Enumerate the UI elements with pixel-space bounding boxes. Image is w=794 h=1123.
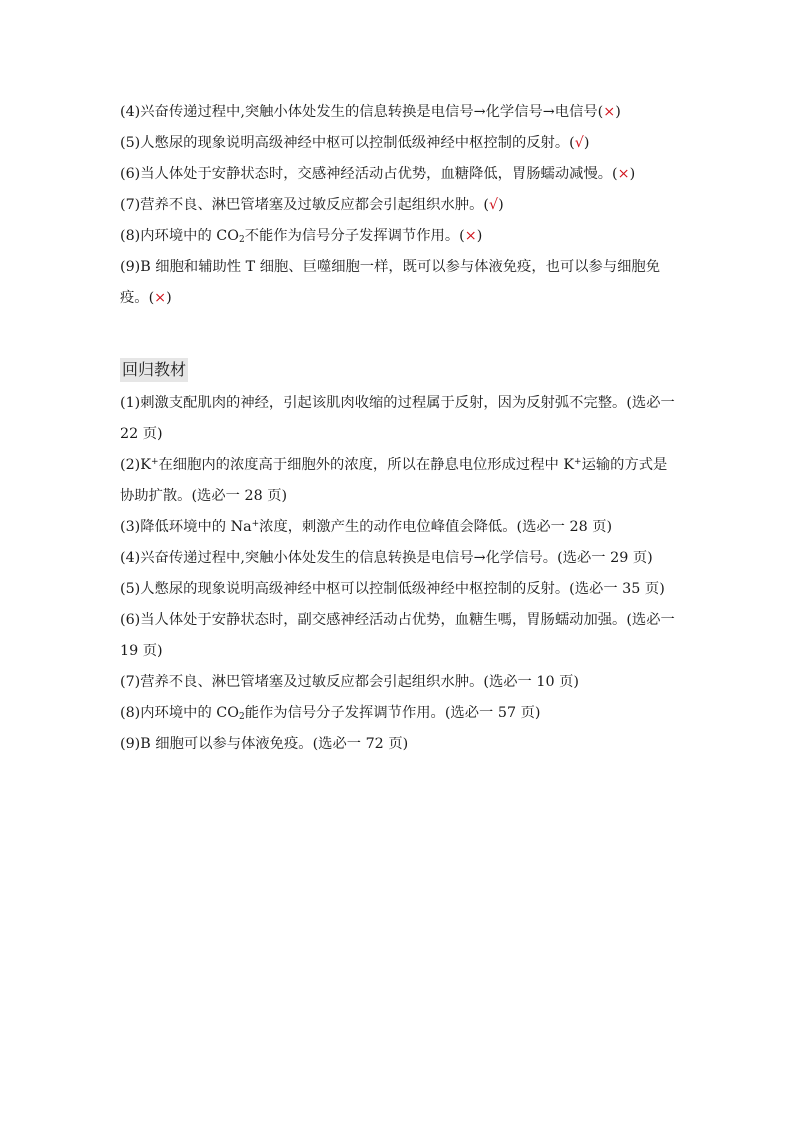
textbook-item-5: (5)人憋尿的现象说明高级神经中枢可以控制低级神经中枢控制的反射。(选必一 35 页): [120, 581, 665, 597]
textbook-item-1: (1)刺激支配肌肉的神经，引起该肌肉收缩的过程属于反射，因为反射弧不完整。(选必一 22 页): [120, 395, 675, 442]
judgment-item-7: (7)营养不良、淋巴管堵塞及过敏反应都会引起组织水肿。(√): [120, 197, 504, 213]
check-mark: √: [488, 197, 499, 213]
textbook-item-4: (4)兴奋传递过程中,突触小体处发生的信息转换是电信号→化学信号。(选必一 29 页): [120, 550, 653, 566]
judgment-item-5: (5)人憋尿的现象说明高级神经中枢可以控制低级神经中枢控制的反射。(√): [120, 135, 590, 151]
document-content: [120, 97, 680, 760]
textbook-item-3: (3)降低环境中的 Na+浓度，刺激产生的动作电位峰值会降低。(选必一 28 页): [120, 519, 613, 535]
judgment-item-6: (6)当人体处于安静状态时，交感神经活动占优势，血糖降低，胃肠蠕动减慢。(×): [120, 166, 636, 182]
check-mark: √: [574, 135, 584, 151]
textbook-item-2: (2)K+在细胞内的浓度高于细胞外的浓度，所以在静息电位形成过程中 K+运输的方式是协助扩散。(选必一 28 页): [120, 457, 668, 504]
textbook-item-8: (8)内环境中的 $CO_2$能作为信号分子发挥调节作用。(选必一 57 页): [120, 705, 541, 722]
textbook-item-7: (7)营养不良、淋巴管堵塞及过敏反应都会引起组织水肿。(选必一 10 页): [120, 674, 579, 690]
cross-mark: ×: [154, 290, 167, 306]
section-heading: 回归教材: [120, 358, 188, 382]
textbook-item-9: (9)B 细胞可以参与体液免疫。(选必一 72 页): [120, 736, 409, 752]
cross-mark: ×: [603, 104, 616, 120]
cross-mark: ×: [617, 166, 630, 182]
judgment-item-9: (9)B 细胞和辅助性 T 细胞、巨噬细胞一样，既可以参与体液免疫，也可以参与细胞免疫。(×): [120, 259, 661, 306]
judgment-item-8: (8)内环境中的 $CO_2$不能作为信号分子发挥调节作用。(×): [120, 228, 483, 245]
cross-mark: ×: [464, 228, 477, 244]
judgment-item-4: (4)兴奋传递过程中,突触小体处发生的信息转换是电信号→化学信号→电信号(×): [120, 104, 621, 120]
textbook-item-6: (6)当人体处于安静状态时，副交感神经活动占优势，血糖生嗎，胃肠蠕动加强。(选必一 19 页): [120, 612, 675, 659]
